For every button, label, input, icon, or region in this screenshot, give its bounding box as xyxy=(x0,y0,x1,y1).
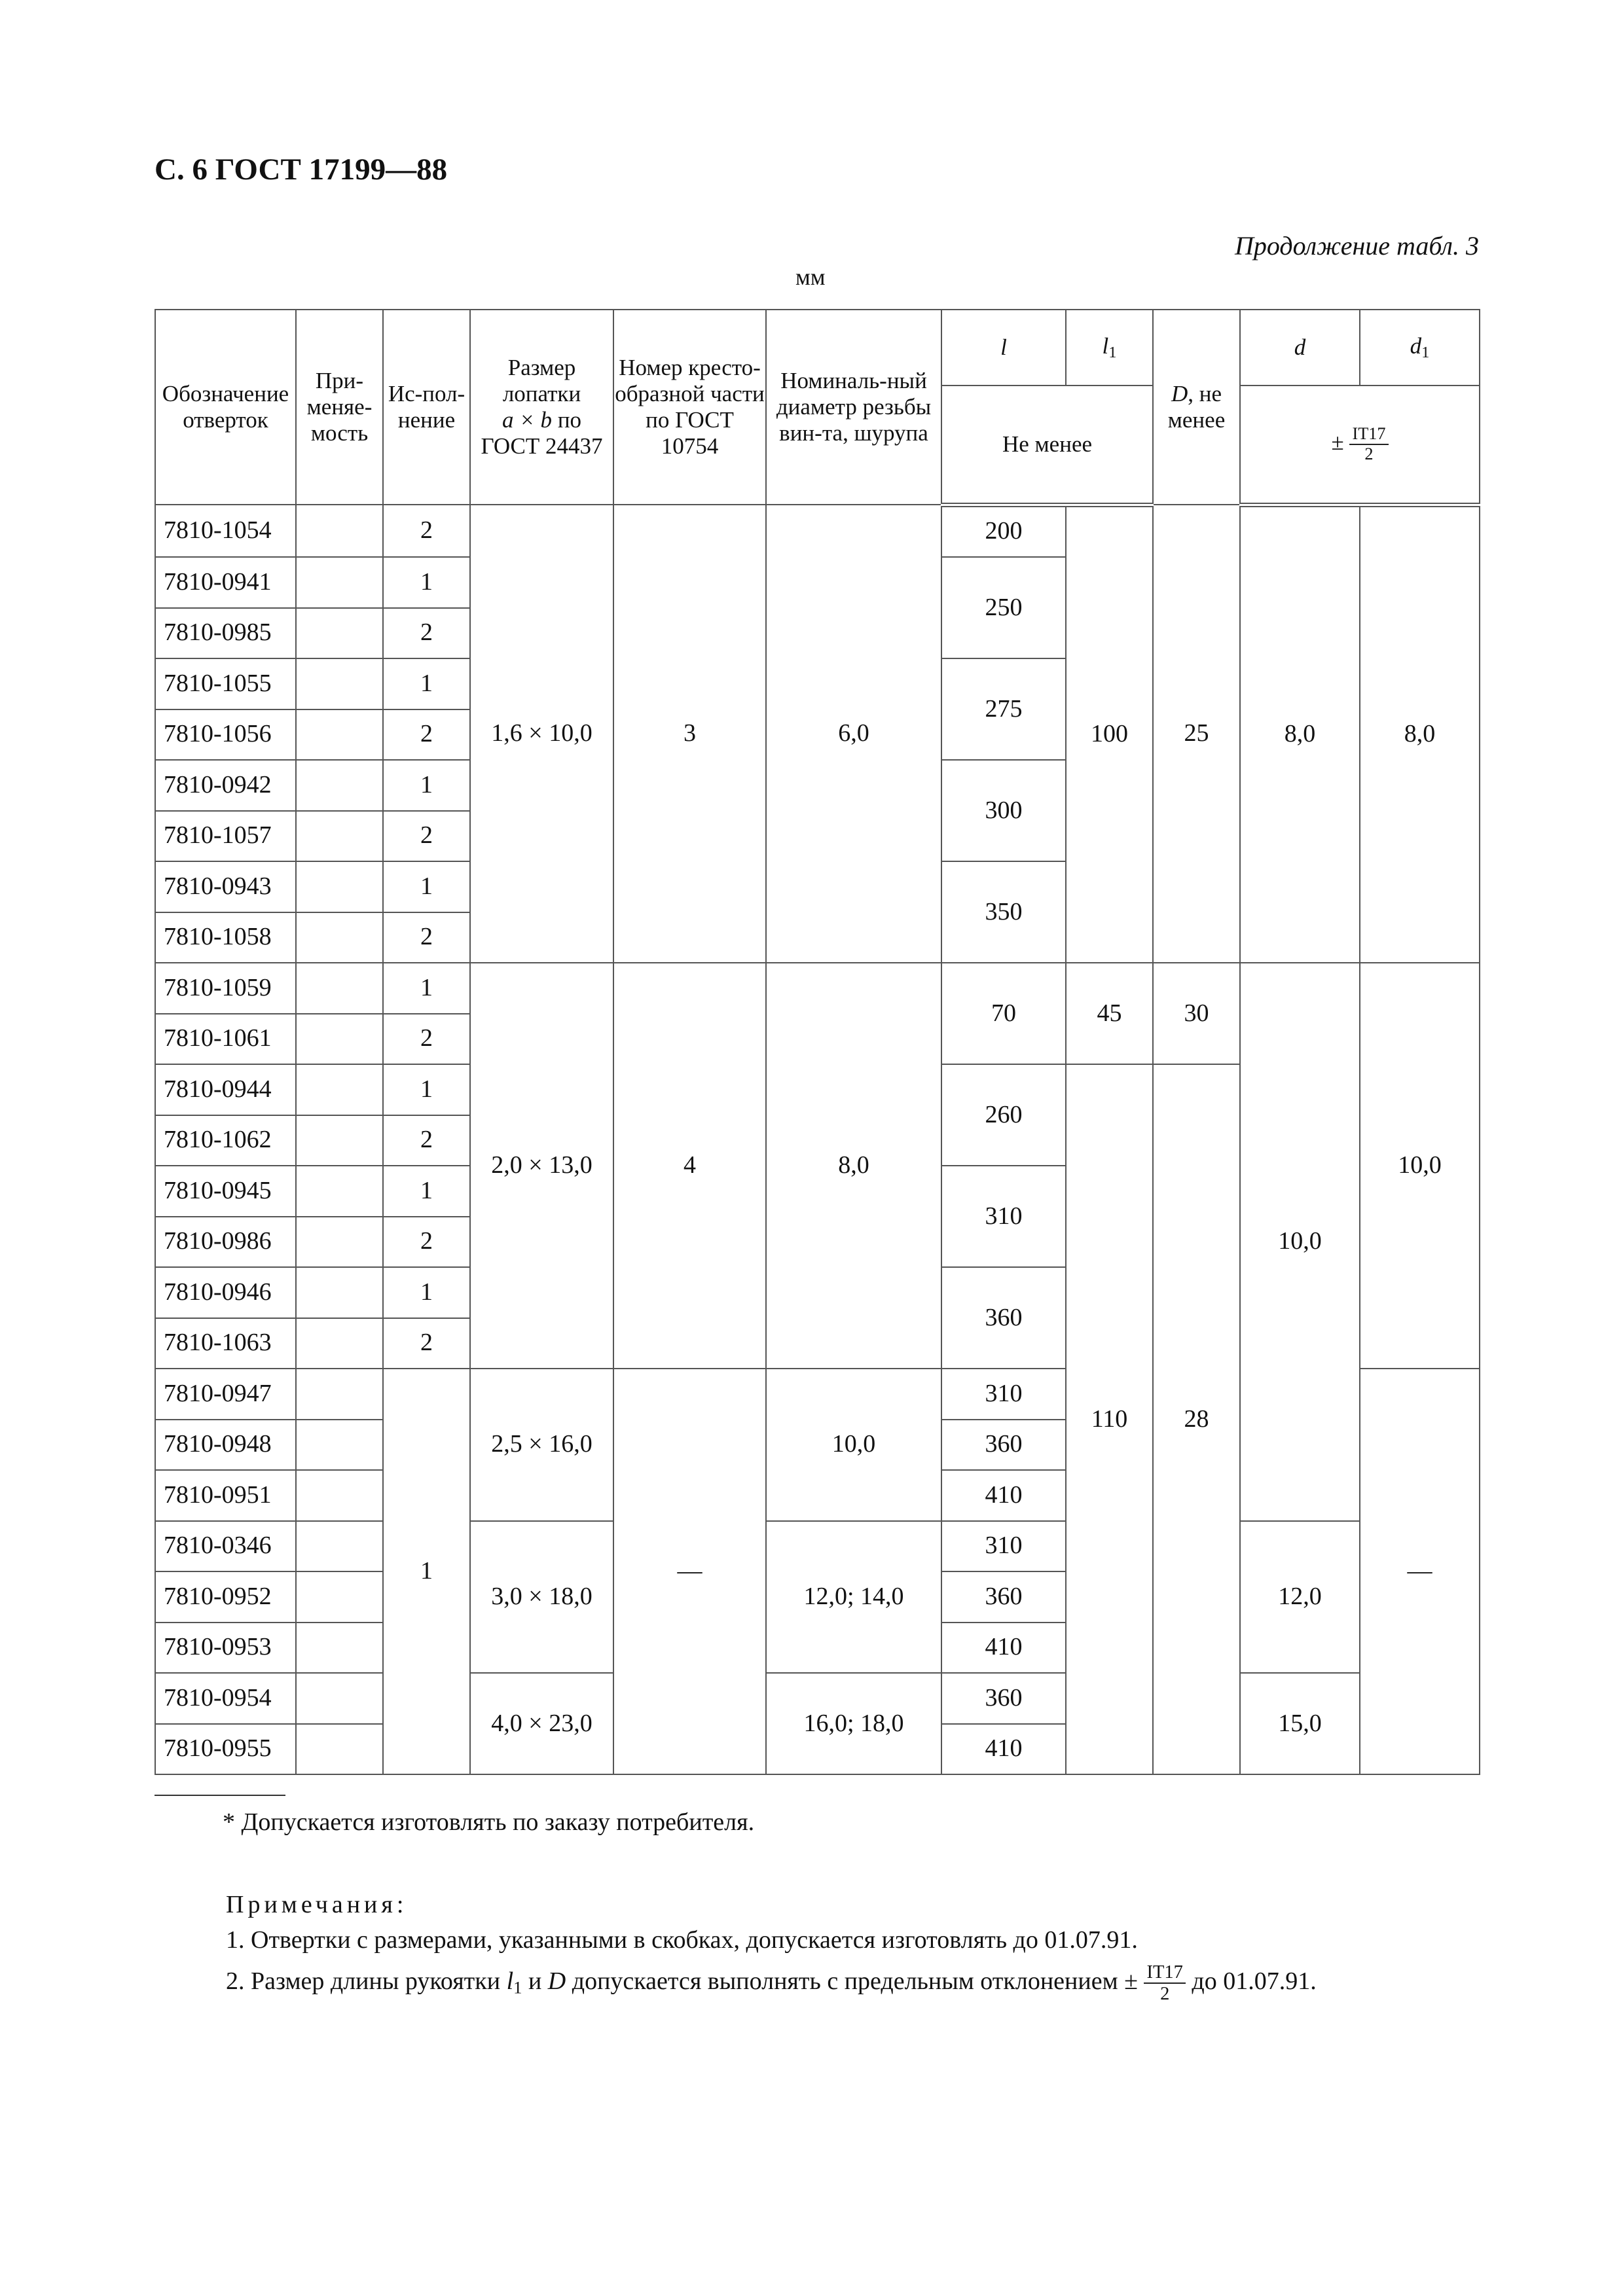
cell-applicability xyxy=(296,1571,383,1623)
cell-l: 200 xyxy=(941,505,1066,557)
cell-cross-number: — xyxy=(613,1369,766,1774)
cell-code: 7810-0985 xyxy=(155,608,296,659)
cell-version: 1 xyxy=(383,861,470,912)
cell-code: 7810-1061 xyxy=(155,1014,296,1065)
cell-cross-number: 3 xyxy=(613,505,766,963)
cell-applicability xyxy=(296,505,383,557)
header-l1-base: l xyxy=(1102,332,1109,359)
cell-l: 410 xyxy=(941,1724,1066,1775)
header-version: Ис-пол-нение xyxy=(383,310,470,505)
cell-applicability xyxy=(296,1217,383,1268)
header-d: d xyxy=(1240,310,1360,386)
cell-l: 310 xyxy=(941,1369,1066,1420)
cell-code: 7810-0941 xyxy=(155,557,296,608)
cell-d: 8,0 xyxy=(1240,505,1360,963)
note-2-part-d: до 01.07.91. xyxy=(1185,1967,1317,1996)
table-unit-label: мм xyxy=(795,264,826,290)
cell-d1: — xyxy=(1360,1369,1480,1774)
cell-applicability xyxy=(296,1064,383,1115)
cell-version: 1 xyxy=(383,658,470,709)
cell-applicability xyxy=(296,912,383,963)
header-l1-sub: 1 xyxy=(1108,343,1117,361)
cell-l: 350 xyxy=(941,861,1066,963)
cell-l: 300 xyxy=(941,760,1066,861)
header-d1-sub: 1 xyxy=(1421,343,1430,361)
cell-applicability xyxy=(296,1014,383,1065)
cell-code: 7810-0947 xyxy=(155,1369,296,1420)
cell-version: 1 xyxy=(383,963,470,1014)
cell-code: 7810-0945 xyxy=(155,1166,296,1217)
note-2-sign: ± xyxy=(1124,1967,1138,1996)
cell-l: 70 xyxy=(941,963,1066,1064)
cell-l: 275 xyxy=(941,658,1066,760)
cell-code: 7810-0953 xyxy=(155,1623,296,1674)
cell-l1: 100 xyxy=(1066,505,1153,963)
footnote-divider xyxy=(155,1795,285,1796)
cell-l: 250 xyxy=(941,557,1066,658)
cell-code: 7810-0955 xyxy=(155,1724,296,1775)
note-2-l: l xyxy=(506,1967,514,1996)
header-d1 xyxy=(1360,310,1480,386)
cell-code: 7810-1058 xyxy=(155,912,296,963)
cell-code: 7810-1063 xyxy=(155,1318,296,1369)
header-tolerance-fraction xyxy=(1349,425,1388,464)
table-row xyxy=(155,505,1480,557)
cell-code: 7810-0948 xyxy=(155,1420,296,1471)
note-2-num: IT17 xyxy=(1144,1962,1185,1984)
note-2-l-sub: 1 xyxy=(513,1977,522,1998)
cell-version: 1 xyxy=(383,760,470,811)
cell-applicability xyxy=(296,1470,383,1521)
cell-l: 360 xyxy=(941,1267,1066,1369)
header-D xyxy=(1153,310,1240,505)
table-row xyxy=(155,1673,1480,1724)
header-D-rest: , не менее xyxy=(1167,380,1226,433)
cell-code: 7810-0952 xyxy=(155,1571,296,1623)
cell-code: 7810-1059 xyxy=(155,963,296,1014)
header-not-less: Не менее xyxy=(941,386,1153,505)
screwdriver-dimensions-table xyxy=(155,309,1480,1775)
header-blade-size-line1: Размер лопатки xyxy=(502,354,581,406)
cell-applicability xyxy=(296,1267,383,1318)
cell-version: 1 xyxy=(383,1369,470,1774)
cell-l: 410 xyxy=(941,1470,1066,1521)
cell-applicability xyxy=(296,1724,383,1775)
cell-thread-diameter: 12,0; 14,0 xyxy=(766,1521,941,1674)
cell-applicability xyxy=(296,709,383,761)
cell-d: 12,0 xyxy=(1240,1521,1360,1674)
note-2-D: D xyxy=(547,1967,566,1996)
cell-l: 360 xyxy=(941,1673,1066,1724)
cell-cross-number: 4 xyxy=(613,963,766,1369)
notes-title: Примечания: xyxy=(226,1891,408,1918)
cell-l1: 110 xyxy=(1066,1064,1153,1774)
cell-l: 360 xyxy=(941,1420,1066,1471)
cell-code: 7810-0943 xyxy=(155,861,296,912)
cell-version: 2 xyxy=(383,1318,470,1369)
cell-version: 2 xyxy=(383,811,470,862)
cell-applicability xyxy=(296,557,383,608)
cell-code: 7810-0954 xyxy=(155,1673,296,1724)
cell-applicability xyxy=(296,811,383,862)
header-blade-size-line2: по ГОСТ 24437 xyxy=(481,407,603,459)
header-thread-diameter: Номиналь-ный диаметр резьбы вин-та, шурупа xyxy=(766,310,941,505)
cell-blade-size: 2,0 × 13,0 xyxy=(470,963,613,1369)
cell-thread-diameter: 16,0; 18,0 xyxy=(766,1673,941,1774)
cell-d: 10,0 xyxy=(1240,963,1360,1521)
cell-applicability xyxy=(296,861,383,912)
header-l: l xyxy=(941,310,1066,386)
cell-l: 310 xyxy=(941,1521,1066,1572)
header-tolerance-den: 2 xyxy=(1364,444,1374,463)
note-2 xyxy=(226,1962,1317,2005)
cell-applicability xyxy=(296,608,383,659)
cell-applicability xyxy=(296,1115,383,1166)
header-tolerance-num: IT17 xyxy=(1349,425,1388,445)
cell-code: 7810-0944 xyxy=(155,1064,296,1115)
header-D-letter: D xyxy=(1171,380,1188,406)
cell-version: 2 xyxy=(383,709,470,761)
note-2-part-a: 2. Размер длины рукоятки xyxy=(226,1967,507,1996)
page-title: С. 6 ГОСТ 17199—88 xyxy=(155,152,448,187)
cell-applicability xyxy=(296,1521,383,1572)
cell-version: 2 xyxy=(383,505,470,557)
cell-D: 28 xyxy=(1153,1064,1240,1774)
cell-code: 7810-1056 xyxy=(155,709,296,761)
cell-d1: 10,0 xyxy=(1360,963,1480,1369)
cell-blade-size: 1,6 × 10,0 xyxy=(470,505,613,963)
cell-applicability xyxy=(296,658,383,709)
cell-version: 1 xyxy=(383,557,470,608)
header-tolerance xyxy=(1240,386,1480,505)
cell-applicability xyxy=(296,1673,383,1724)
cell-l: 410 xyxy=(941,1623,1066,1674)
note-2-part-b: и xyxy=(522,1967,548,1996)
cell-code: 7810-1055 xyxy=(155,658,296,709)
cell-l: 310 xyxy=(941,1166,1066,1267)
note-2-part-c: допускается выполнять с предельным отклонением xyxy=(566,1967,1125,1996)
cell-applicability xyxy=(296,760,383,811)
table-continuation-label: Продолжение табл. 3 xyxy=(1234,231,1479,260)
cell-applicability xyxy=(296,963,383,1014)
cell-applicability xyxy=(296,1166,383,1217)
cell-code: 7810-0942 xyxy=(155,760,296,811)
header-designation: Обозначение отверток xyxy=(155,310,296,505)
note-2-den: 2 xyxy=(1160,1984,1170,2005)
header-blade-size xyxy=(470,310,613,505)
header-d1-base: d xyxy=(1410,332,1422,359)
cell-l: 360 xyxy=(941,1571,1066,1623)
cell-version: 2 xyxy=(383,912,470,963)
cell-applicability xyxy=(296,1318,383,1369)
cell-applicability xyxy=(296,1623,383,1674)
cell-D: 25 xyxy=(1153,505,1240,963)
cell-thread-diameter: 8,0 xyxy=(766,963,941,1369)
cell-blade-size: 3,0 × 18,0 xyxy=(470,1521,613,1674)
cell-version: 2 xyxy=(383,1217,470,1268)
cell-version: 2 xyxy=(383,1014,470,1065)
cell-code: 7810-1062 xyxy=(155,1115,296,1166)
header-tolerance-sign: ± xyxy=(1331,429,1344,455)
header-applicability: При-меняе-мость xyxy=(296,310,383,505)
cell-d: 15,0 xyxy=(1240,1673,1360,1774)
cell-applicability xyxy=(296,1420,383,1471)
cell-version: 1 xyxy=(383,1064,470,1115)
cell-version: 1 xyxy=(383,1166,470,1217)
cell-code: 7810-1054 xyxy=(155,505,296,557)
cell-l1: 45 xyxy=(1066,963,1153,1064)
note-1: 1. Отвертки с размерами, указанными в скобках, допускается изготовлять до 01.07.91. xyxy=(226,1926,1138,1954)
cell-applicability xyxy=(296,1369,383,1420)
cell-version: 2 xyxy=(383,1115,470,1166)
cell-d1: 8,0 xyxy=(1360,505,1480,963)
table-row xyxy=(155,1521,1480,1572)
header-blade-size-ab: a × b xyxy=(501,407,553,433)
cell-code: 7810-0346 xyxy=(155,1521,296,1572)
cell-version: 1 xyxy=(383,1267,470,1318)
footnote: * Допускается изготовлять по заказу потребителя. xyxy=(223,1808,755,1836)
cell-blade-size: 4,0 × 23,0 xyxy=(470,1673,613,1774)
cell-code: 7810-0986 xyxy=(155,1217,296,1268)
header-l1 xyxy=(1066,310,1153,386)
cell-l: 260 xyxy=(941,1064,1066,1166)
cell-code: 7810-0951 xyxy=(155,1470,296,1521)
cell-code: 7810-0946 xyxy=(155,1267,296,1318)
cell-thread-diameter: 10,0 xyxy=(766,1369,941,1521)
cell-code: 7810-1057 xyxy=(155,811,296,862)
table-row xyxy=(155,963,1480,1014)
cell-version: 2 xyxy=(383,608,470,659)
header-cross-number: Номер кресто-образной части по ГОСТ 10754 xyxy=(613,310,766,505)
cell-blade-size: 2,5 × 16,0 xyxy=(470,1369,613,1521)
cell-D: 30 xyxy=(1153,963,1240,1064)
note-2-fraction xyxy=(1144,1962,1185,2005)
cell-thread-diameter: 6,0 xyxy=(766,505,941,963)
